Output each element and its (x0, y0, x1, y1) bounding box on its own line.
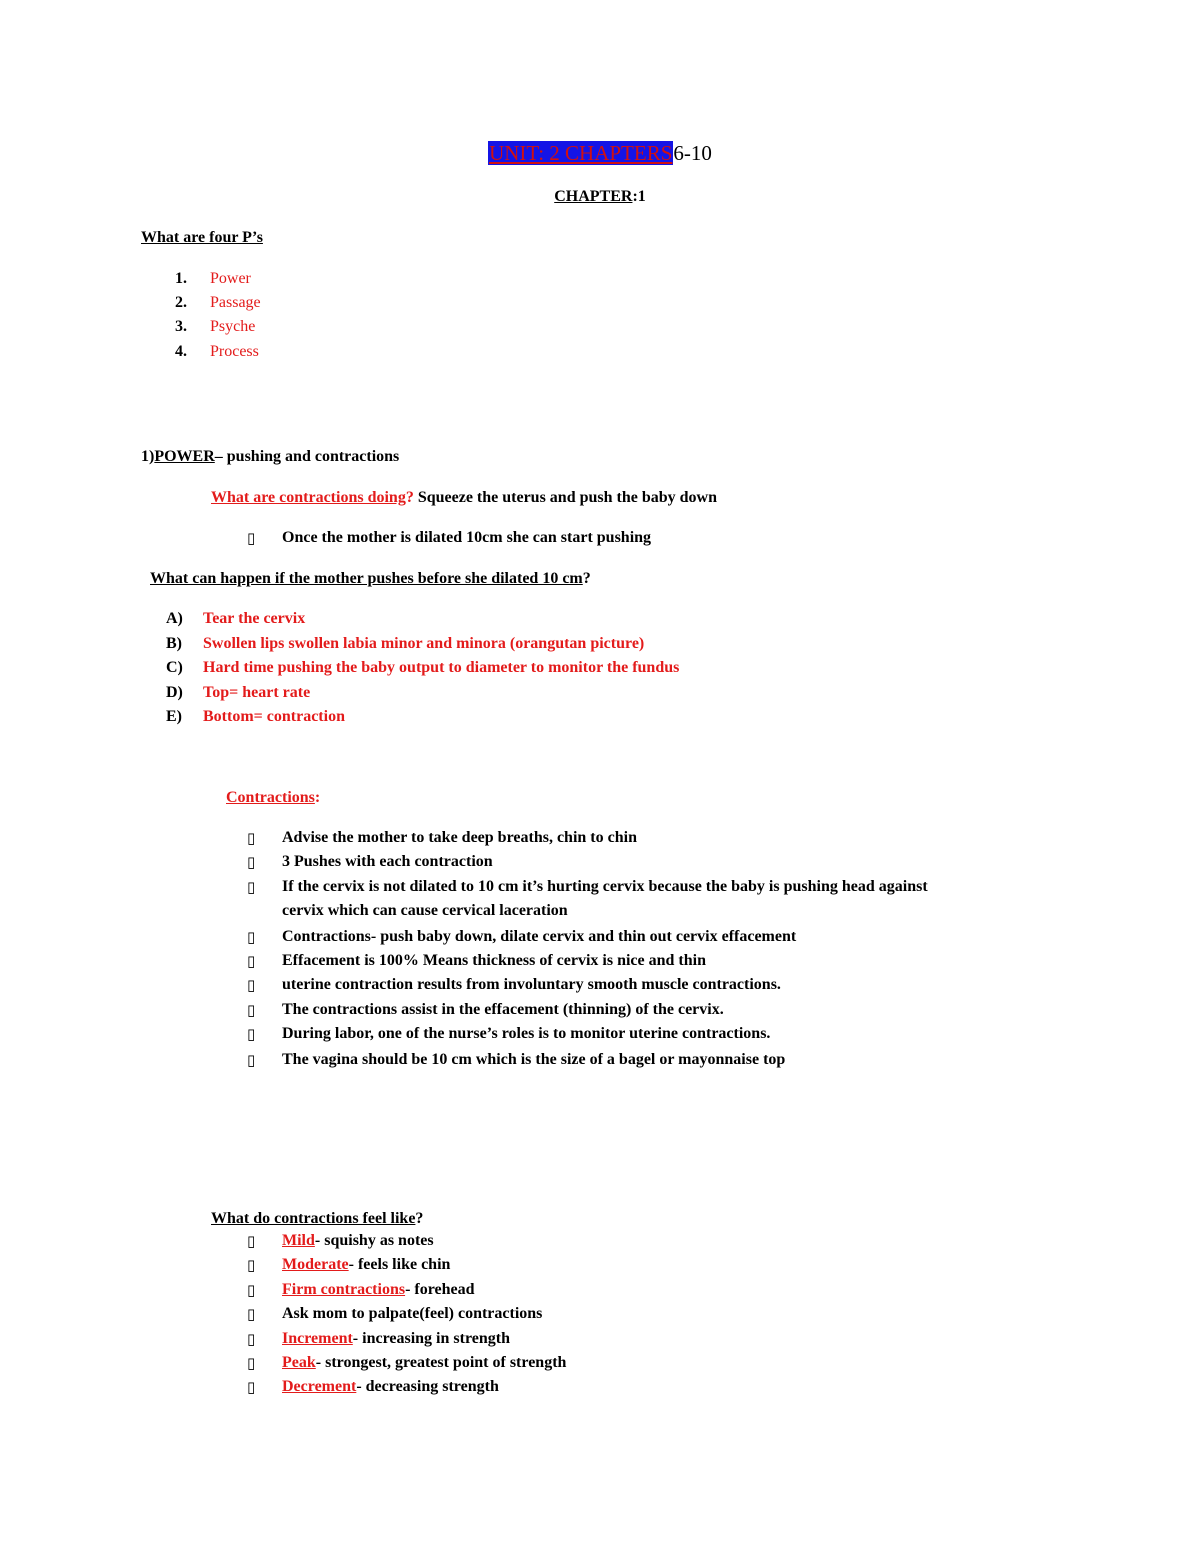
list-item: During labor, one of the nurse’s roles is to monitor uterine contractions. (282, 1025, 771, 1042)
list-item: Passage (210, 294, 261, 311)
bullet-icon: ▯ (247, 855, 256, 871)
bullet-icon: ▯ (247, 1027, 256, 1043)
page-title (0, 141, 1200, 166)
list-item: Firm contractions- forehead (282, 1281, 475, 1298)
list-item: Ask mom to palpate(feel) contractions (282, 1305, 543, 1322)
list-item: Psyche (210, 318, 256, 335)
bullet-icon: ▯ (247, 1258, 256, 1274)
list-item: Effacement is 100% Means thickness of cervix is nice and thin (282, 952, 706, 969)
bullet-icon: ▯ (247, 1380, 256, 1396)
power-bullet: Once the mother is dilated 10cm she can start pushing (282, 529, 652, 546)
list-item: Process (210, 343, 259, 360)
list-item: Mild- squishy as notes (282, 1232, 434, 1249)
power-heading: 1)POWER– pushing and contractions (141, 448, 400, 465)
list-item: Peak- strongest, greatest point of strength (282, 1354, 567, 1371)
bullet-icon: ▯ (247, 978, 256, 994)
four-ps-question: What are four P’s (141, 229, 263, 246)
list-item: Moderate- feels like chin (282, 1256, 451, 1273)
bullet-icon: ▯ (247, 930, 256, 946)
list-item-continuation: cervix which can cause cervical laceration (282, 902, 568, 919)
bullet-icon: ▯ (247, 1332, 256, 1348)
bullet-icon: ▯ (247, 1053, 256, 1069)
list-item: Advise the mother to take deep breaths, chin to chin (282, 829, 637, 846)
feel-question: What do contractions feel like? (211, 1210, 424, 1227)
list-item: 3 Pushes with each contraction (282, 853, 493, 870)
bullet-icon: ▯ (247, 880, 256, 896)
contractions-doing-question: What are contractions doing? Squeeze the uterus and push the baby down (211, 489, 717, 506)
list-item: Top= heart rate (203, 684, 311, 701)
list-item: Swollen lips swollen labia minor and minora (orangutan picture) (203, 635, 645, 652)
list-item: The contractions assist in the effacement (thinning) of the cervix. (282, 1001, 724, 1018)
list-item: Decrement- decreasing strength (282, 1378, 499, 1395)
list-item: Tear the cervix (203, 610, 306, 627)
title-highlight: UNIT: 2 CHAPTERS (489, 141, 673, 165)
list-item: If the cervix is not dilated to 10 cm it’s hurting cervix because the baby is pushing head against (282, 878, 928, 895)
list-item: Hard time pushing the baby output to diameter to monitor the fundus (203, 659, 680, 676)
bullet-icon: ▯ (247, 1003, 256, 1019)
bullet-icon: ▯ (247, 1234, 256, 1250)
list-item: Power (210, 270, 251, 287)
list-item: Increment- increasing in strength (282, 1330, 510, 1347)
list-item: uterine contraction results from involuntary smooth muscle contractions. (282, 976, 781, 993)
list-item: The vagina should be 10 cm which is the size of a bagel or mayonnaise top (282, 1051, 786, 1068)
early-push-question: What can happen if the mother pushes before she dilated 10 cm? (150, 570, 591, 587)
bullet-icon: ▯ (247, 1307, 256, 1323)
title-rest: 6-10 (673, 141, 712, 165)
bullet-icon: ▯ (247, 954, 256, 970)
bullet-icon: ▯ (247, 831, 256, 847)
chapter-heading: CHAPTER:1 (554, 188, 646, 205)
bullet-icon: ▯ (247, 1356, 256, 1372)
bullet-icon: ▯ (247, 1283, 256, 1299)
list-item: Bottom= contraction (203, 708, 345, 725)
bullet-icon: ▯ (247, 531, 256, 547)
list-item: Contractions- push baby down, dilate cervix and thin out cervix effacement (282, 928, 797, 945)
contractions-heading: Contractions: (226, 789, 321, 806)
